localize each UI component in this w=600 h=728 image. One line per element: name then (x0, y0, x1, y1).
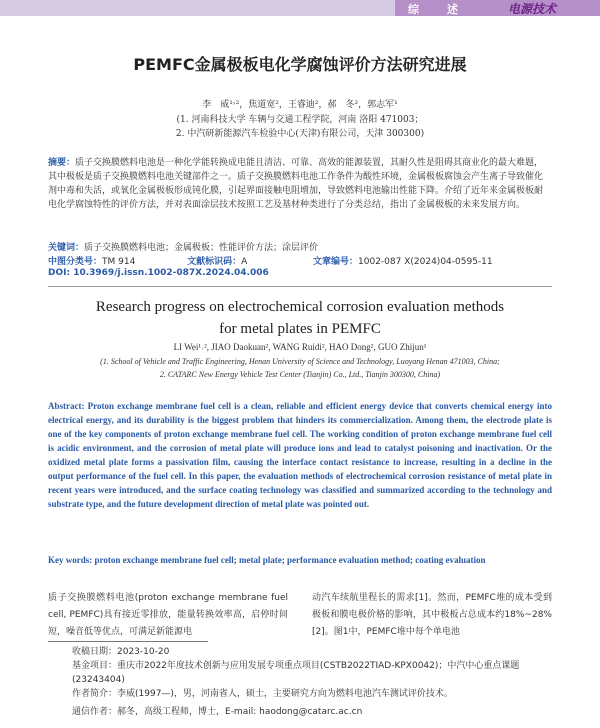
header-band-left (0, 0, 395, 16)
affiliation-cn-1: (1. 河南科技大学 车辆与交通工程学院，河南 洛阳 471003； (176, 115, 424, 125)
affiliation-en-1: (1. School of Vehicle and Traffic Engineering, Henan University of Science and Technology, Luoyang Henan 471003, China; (100, 357, 500, 366)
keywords-cn-label: 关键词： (48, 243, 85, 253)
doccode-label: 文献标识码： (187, 257, 242, 267)
affiliation-en-2: 2. CATARC New Energy Vehicle Test Center (Tianjin) Co., Ltd., Tianjin 300300, China) (159, 370, 441, 379)
keywords-en-label: Key words: (48, 555, 95, 565)
title-en-line-2: for metal plates in PEMFC (219, 321, 381, 337)
abstract-cn (48, 156, 548, 212)
abstract-cn-label: 摘要： (48, 158, 76, 168)
classification-row (48, 254, 552, 267)
clc-value: TM 914 (102, 257, 136, 267)
body-text-left: 质子交换膜燃料电池(proton exchange membrane fuel cell, PEMFC)具有接近零排放，能量转换效率高，启停时间短，噪音低等优点，可满足新能源电 (48, 593, 288, 637)
body-text-right: 动汽车续航里程长的需求[1]。然而，PEMFC堆的成本受到极板和膜电极价格的影响，其中极板占总成本约18%~28%[2]。图1中，PEMFC堆中每个单电池 (312, 593, 552, 637)
paper-title-cn: PEMFC金属极板电化学腐蚀评价方法研究进展 (133, 55, 467, 74)
footnote-divider (48, 641, 208, 642)
section-divider (48, 286, 552, 287)
abstract-cn-text: 质子交换膜燃料电池是一种化学能转换成电能且清洁、可靠、高效的能源装置，其耐久性是阻碍其商业化的最大难题，其中极板是质子交换膜燃料电池关键部件之一。质子交换膜燃料电池工作条件为酸性环境，金属极板腐蚀会产生离子导致催化剂中毒和失活，或氧化金属极板形成钝化膜，引起界面接触电阻增加，导致燃料电池输出性能下降。介绍了近年来金属极板耐电化学腐蚀特性的评价方法，并对表面涂层技术按照工艺及基材种类进行了分类总结，指出了金属极板的未来发展方向。 (48, 158, 544, 210)
footnote-corresponding: 通信作者：郝冬，高级工程师，博士，E-mail: haodong@catarc.ac.cn (72, 707, 363, 717)
affiliation-cn-2: 2. 中汽研新能源汽车检验中心(天津)有限公司，天津 300300) (175, 129, 425, 139)
keywords-en (48, 553, 552, 567)
abstract-en (48, 399, 552, 511)
doccode-value: A (241, 257, 248, 267)
footnote-funding: 基金项目：重庆市2022年度技术创新与应用发展专项重点项目(CSTB2022TIAD-KPX0042)；中汽中心重点课题(23243404) (72, 661, 520, 685)
abstract-en-text: Proton exchange membrane fuel cell is a clean, reliable and efficient energy device that converts chemical energy into electrical energy, and its durability is the biggest problem that hinders its commercialization. Among them, the electrode plate is one of the key components of proton exchange membrane fuel cell. The working condition of proton exchange membrane fuel cell is acidic environment, and the corrosion of metal plate will produce ions and lead to catalyst poisoning and inactivation. Or the oxidized metal plate forms a passivation film, causing the interface contact resistance to increase, resulting in a decline in the output performance of the fuel cell. In this paper, the evaluation methods of electrochemical corrosion resistance of metal plate in recent years were introduced, and the surface coating technology was classified and summarized according to the technology and substrate type, and the future development direction of metal plate was pointed out. (48, 401, 552, 509)
article-number-label: 文章编号： (313, 257, 359, 267)
paper-title-en (0, 296, 600, 340)
footnote-author-bio: 作者简介：李威(1997—)，男，河南省人，硕士，主要研究方向为燃料电池汽车测试评价技术。 (72, 689, 453, 699)
title-en-line-1: Research progress on electrochemical corrosion evaluation methods (95, 299, 505, 315)
authors-cn: 李 威¹˒²，焦道宽²，王睿迪²，郝 冬²，郭志军¹ (202, 100, 398, 110)
keywords-en-text: proton exchange membrane fuel cell; metal plate; performance evaluation method; coating evaluation (94, 555, 486, 565)
keywords-cn-text: 质子交换膜燃料电池；金属极板；性能评价方法；涂层评价 (84, 243, 319, 253)
header-journal-name: 电源技术 (508, 2, 557, 16)
doi-label: DOI: (48, 268, 74, 278)
journal-header-bar (0, 0, 600, 16)
article-number-value: 1002-087 X(2024)04-0595-11 (358, 257, 493, 267)
footnote-received: 收稿日期：2023-10-20 (72, 647, 170, 657)
header-section-label: 综述 (408, 3, 486, 16)
authors-en: LI Wei¹˒², JIAO Daokuan², WANG Ruidi², HAO Dong², GUO Zhijun¹ (173, 342, 427, 352)
doi-value[interactable]: 10.3969/j.issn.1002-087X.2024.04.006 (73, 268, 269, 278)
doi-row (48, 268, 269, 278)
keywords-cn (48, 240, 318, 253)
clc-label: 中图分类号： (48, 257, 103, 267)
abstract-en-label: Abstract: (48, 401, 88, 411)
